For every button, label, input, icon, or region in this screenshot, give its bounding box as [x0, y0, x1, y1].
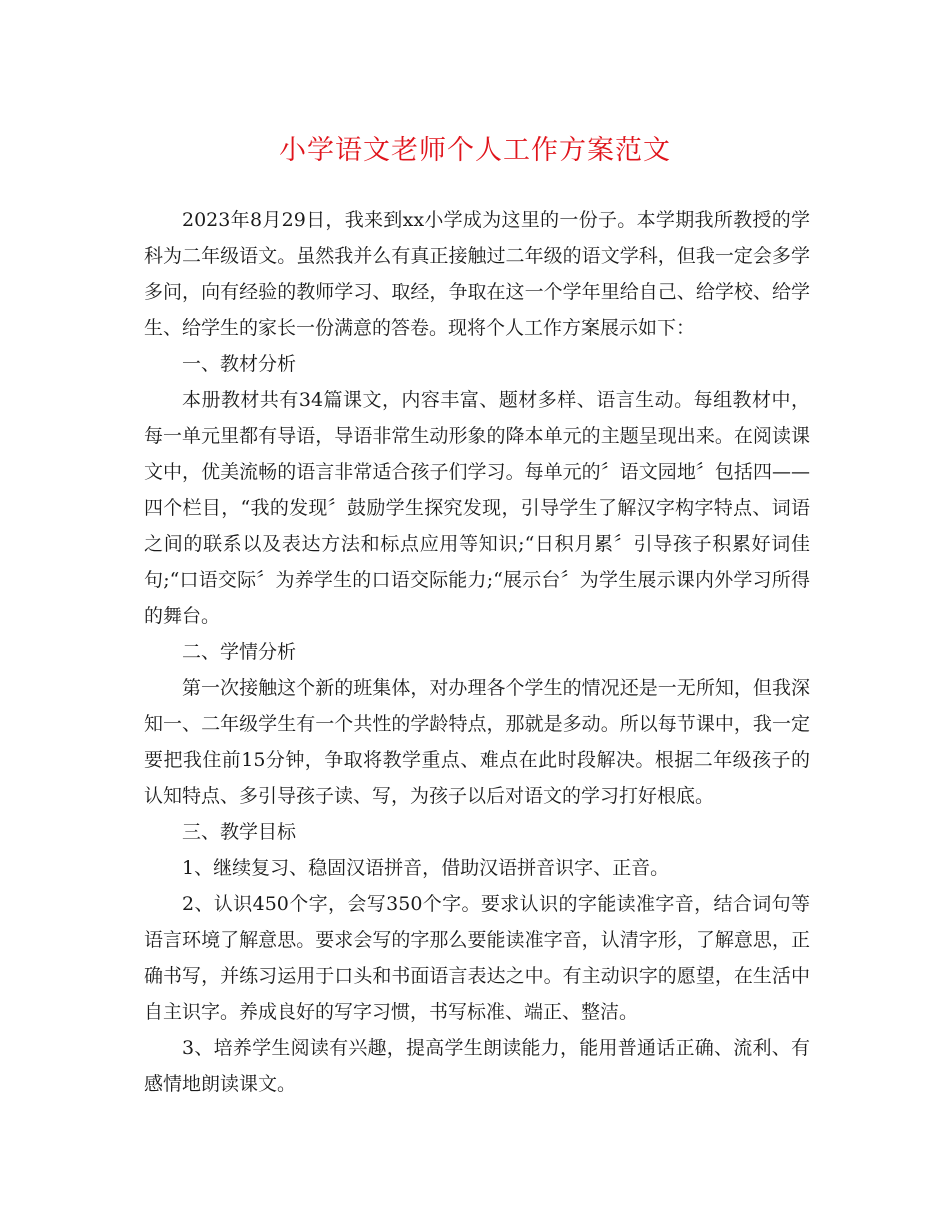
goal-item-2: 2、认识450个字，会写350个字。要求认识的字能读准字音，结合词句等语言环境了解意思。要求会写的字那么要能读准字音，认清字形，了解意思，正确书写，并练习运用于口头和书面语言表达之中。有主动识字的愿望，在生活中自主识字。养成良好的写字习惯，书写标准、端正、整洁。 [144, 893, 810, 1023]
document-body [144, 202, 810, 1102]
section-heading-teaching-goals: 三、教学目标 [182, 821, 297, 843]
section-heading-student-analysis: 二、学情分析 [182, 641, 297, 663]
textbook-analysis-paragraph: 本册教材共有34篇课文，内容丰富、题材多样、语言生动。每组教材中，每一单元里都有导语，导语非常生动形象的降本单元的主题呈现出来。在阅读课文中，优美流畅的语言非常适合孩子们学习。每单元的〞语文园地〞包括四——四个栏目，“我的发现〞鼓励学生探究发现，引导学生了解汉字构字特点、词语之间的联系以及表达方法和标点应用等知识;“日积月累〞引导孩子积累好词佳句;“口语交际〞为养学生的口语交际能力;“展示台〞为学生展示课内外学习所得的舞台。 [144, 389, 810, 627]
document-title: 小学语文老师个人工作方案范文 [279, 135, 671, 166]
section-heading-textbook-analysis: 一、教材分析 [182, 353, 297, 375]
intro-paragraph: 2023年8月29日，我来到xx小学成为这里的一份子。本学期我所教授的学科为二年级语文。虽然我并么有真正接触过二年级的语文学科，但我一定会多学多问，向有经验的教师学习、取经，争取在这一个学年里给自己、给学校、给学生、给学生的家长一份满意的答卷。现将个人工作方案展示如下： [144, 209, 810, 339]
goal-item-1: 1、继续复习、稳固汉语拼音，借助汉语拼音识字、正音。 [182, 857, 670, 879]
goal-item-3: 3、培养学生阅读有兴趣，提高学生朗读能力，能用普通话正确、流利、有感情地朗读课文。 [144, 1037, 810, 1095]
student-analysis-paragraph: 第一次接触这个新的班集体，对办理各个学生的情况还是一无所知，但我深知一、二年级学生有一个共性的学龄特点，那就是多动。所以每节课中，我一定要把我住前15分钟，争取将教学重点、难点在此时段解决。根据二年级孩子的认知特点、多引导孩子读、写，为孩子以后对语文的学习打好根底。 [144, 677, 810, 807]
